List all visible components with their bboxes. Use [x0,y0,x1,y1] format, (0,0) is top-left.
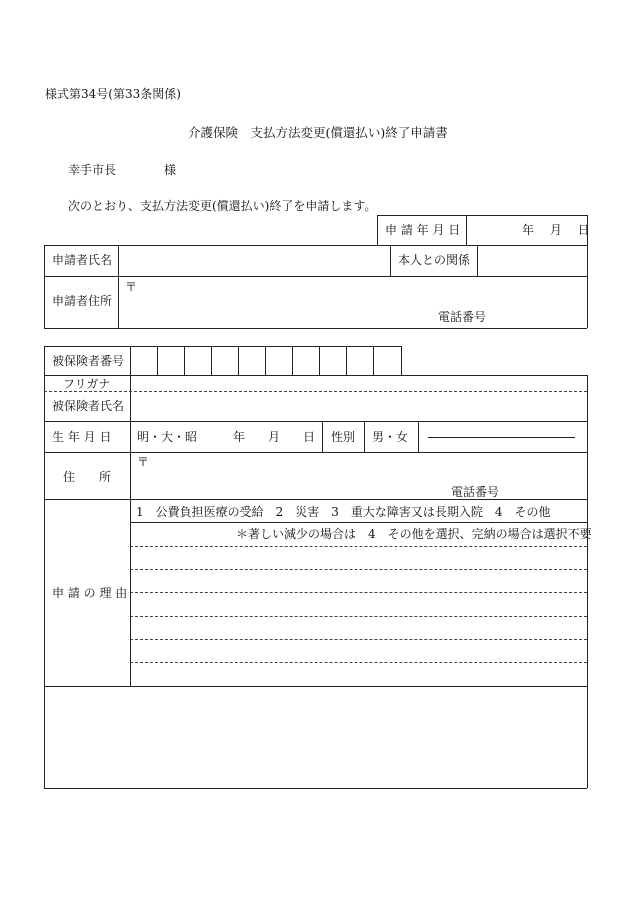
divider [118,245,119,328]
divider [466,215,467,245]
reason-line-field[interactable] [134,572,584,589]
applicant-name-field[interactable] [122,248,386,273]
insured-address-field[interactable] [152,455,582,483]
reason-line-field[interactable] [134,665,584,683]
dashed-divider [130,616,587,617]
sex-label: 性別 [331,430,356,444]
divider [44,346,45,788]
applicant-address-field[interactable] [140,279,580,309]
application-date-label: 申 請 年 月 日 [385,223,461,237]
dashed-divider [130,662,587,663]
divider [364,421,365,452]
divider [44,328,587,329]
insured-name-label: 被保険者氏名 [52,399,125,413]
era-options[interactable]: 明・大・昭 [137,430,198,444]
divider [44,245,45,328]
applicant-name-label: 申請者氏名 [52,253,113,267]
postal-mark: 〒 [125,280,138,294]
divider [418,421,419,452]
birth-date-label: 生 年 月 日 [52,430,112,444]
birth-day-unit: 日 [303,430,316,444]
divider [44,421,587,422]
form-number: 様式第34号(第33条関係) [45,87,181,101]
divider [377,215,587,216]
furigana-label: フリガナ [63,377,111,391]
birth-month-unit: 月 [268,430,281,444]
divider [44,276,587,277]
divider [44,686,587,687]
relation-field[interactable] [481,248,583,273]
applicant-phone-label: 電話番号 [438,310,487,324]
insured-address-label: 住 所 [63,470,112,484]
digit-box [401,346,402,375]
addressee-honorific: 様 [164,163,177,177]
divider [44,788,587,789]
dashed-divider [130,569,587,570]
divider [322,421,323,452]
divider [44,452,587,453]
relation-label: 本人との関係 [398,253,471,267]
addressee-mayor: 幸手市長 [68,163,117,177]
divider [377,215,378,245]
reason-line-field[interactable] [134,619,584,636]
insured-postal-mark: 〒 [137,455,150,469]
blank-line [428,437,575,438]
insured-number-field[interactable] [132,348,399,373]
insured-number-label: 被保険者番号 [52,354,125,368]
divider [390,245,391,276]
divider [130,522,587,523]
birth-year-unit: 年 [233,430,246,444]
divider [44,375,587,376]
sex-options[interactable]: 男・女 [372,430,409,444]
divider [44,245,587,246]
reason-label: 申 請 の 理 由 [52,586,128,600]
remarks-area[interactable] [48,690,583,784]
dashed-divider [130,546,587,547]
form-title: 介護保険 支払方法変更(償還払い)終了申請書 [188,125,448,140]
reason-line-field[interactable] [134,549,584,566]
dashed-divider [130,592,587,593]
insured-phone-label: 電話番号 [451,485,500,499]
reason-line-field[interactable] [134,642,584,659]
reason-note: ＊著しい減少の場合は 4 その他を選択、完納の場合は選択不要 [236,527,592,541]
reason-line-field[interactable] [134,595,584,612]
dashed-divider [130,639,587,640]
furigana-field[interactable] [134,377,584,389]
application-date-field[interactable]: 年 月 日 [522,223,590,237]
divider [130,346,131,686]
divider [477,245,478,276]
dashed-divider [44,391,587,392]
reason-options[interactable]: 1 公費負担医療の受給 2 災害 3 重大な障害又は長期入院 4 その他 [136,505,551,519]
insured-name-field[interactable] [134,394,584,418]
divider [44,346,401,347]
divider [587,375,588,788]
divider [44,499,587,500]
applicant-address-label: 申請者住所 [52,294,113,308]
intro-text: 次のとおり、支払方法変更(償還払い)終了を申請します。 [68,199,377,213]
